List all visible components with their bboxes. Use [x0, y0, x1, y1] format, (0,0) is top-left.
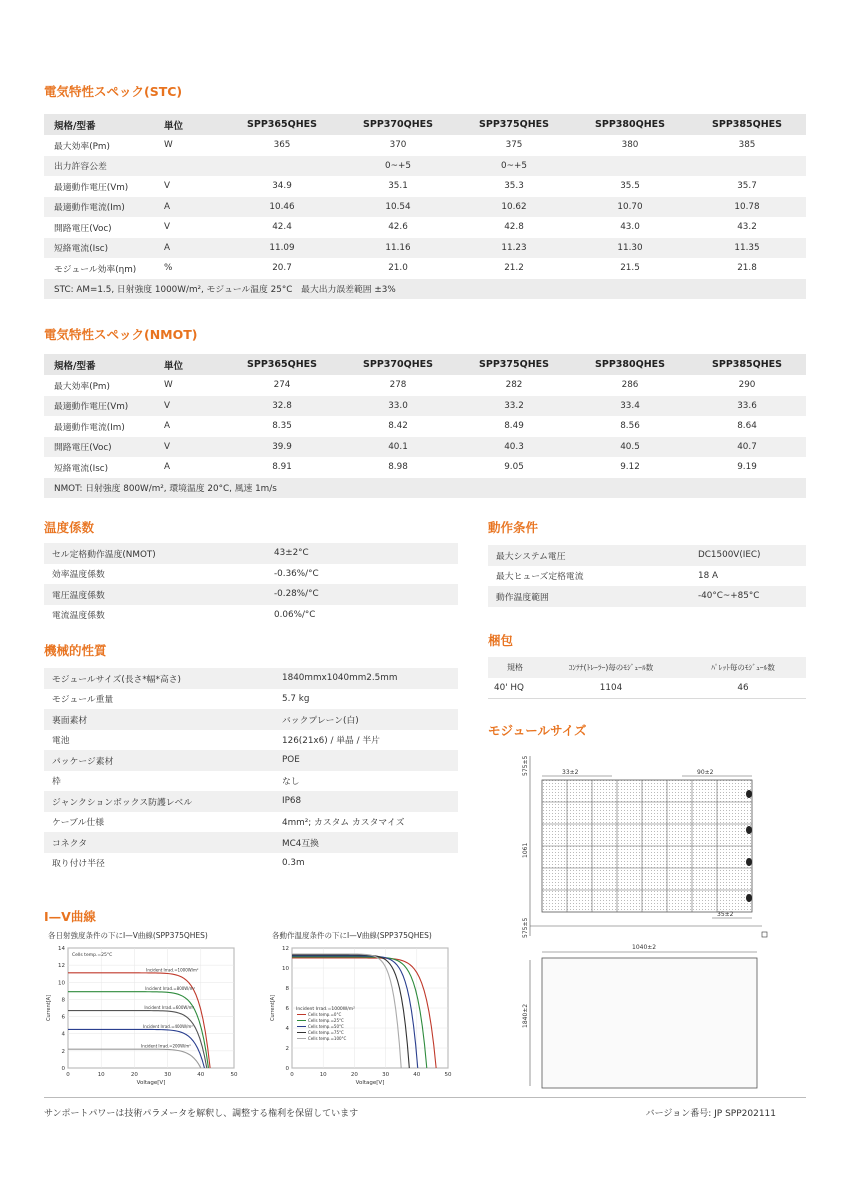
table-cell: 1840mmx1040mm2.5mm	[282, 668, 458, 689]
temp-section-title: 温度係数	[44, 520, 95, 535]
legend-entry: Cells temp.=25°C	[308, 1018, 344, 1023]
table-row	[44, 135, 806, 156]
table-cell: 40.5	[572, 437, 688, 458]
table-cell: W	[164, 140, 173, 151]
table-cell: 規格	[488, 657, 542, 678]
table-row	[44, 812, 458, 833]
table-cell: 21.2	[504, 263, 524, 274]
table-cell: 375	[505, 140, 523, 151]
table-cell: 電流温度係数	[52, 611, 105, 622]
series-label: Incident Irrad.=800W/m²	[145, 986, 196, 992]
table-row	[44, 543, 458, 564]
y-tick-label: 8	[285, 986, 289, 992]
table-cell: 11.23	[456, 238, 572, 259]
table-cell: 365	[273, 140, 291, 151]
table-cell: MC4互換	[282, 832, 458, 853]
table-row	[44, 853, 458, 874]
table-cell: 21.8	[737, 263, 757, 274]
table-row	[44, 437, 806, 458]
footer-divider	[44, 1097, 806, 1098]
table-cell: 9.12	[620, 462, 640, 473]
y-axis-label: Current[A]	[270, 994, 276, 1022]
dim-label-left-top: 33±2	[562, 769, 579, 776]
y-tick-label: 4	[285, 1026, 289, 1032]
table-row	[44, 689, 458, 710]
legend-entry: Cells temp.=100°C	[308, 1036, 347, 1041]
table-row	[488, 586, 806, 607]
y-tick-label: 0	[285, 1066, 289, 1072]
table-cell: V	[164, 181, 171, 192]
nmot-note: NMOT: 日射強度 800W/m², 環境温度 20°C, 風速 1m/s	[44, 478, 806, 499]
table-cell: 11.09	[224, 238, 340, 259]
stc-header-cell: SPP385QHES	[688, 114, 806, 135]
stc-table	[44, 114, 806, 299]
y-tick-label: 10	[58, 980, 65, 987]
footer-left-text: サンポートパワーは技術パラメータを解釈し、調整する権利を保留しています	[44, 1109, 359, 1119]
packing-section-title: 梱包	[488, 633, 514, 648]
nmot-header-cell: 規格/型番	[44, 354, 164, 375]
table-cell: 43.2	[737, 222, 757, 233]
table-cell: 10.62	[456, 197, 572, 218]
x-tick-label: 20	[130, 1072, 138, 1078]
x-tick-label: 0	[66, 1072, 70, 1078]
table-cell: ケーブル仕様	[52, 818, 104, 829]
table-cell: 385	[738, 140, 756, 151]
table-cell: 21.5	[620, 263, 640, 274]
table-cell: 11.35	[688, 238, 806, 259]
x-tick-label: 50	[444, 1072, 452, 1078]
table-cell: 40' HQ	[494, 682, 524, 693]
mech-section-title: 機械的性質	[44, 643, 107, 658]
table-cell: なし	[282, 777, 300, 788]
table-cell: 274	[273, 380, 291, 391]
nmot-header-cell: SPP370QHES	[340, 354, 456, 375]
temp-table	[44, 543, 458, 625]
table-cell: 電池	[52, 736, 70, 747]
nmot-header-cell: SPP375QHES	[456, 354, 572, 375]
y-tick-label: 12	[58, 963, 65, 970]
x-tick-label: 40	[197, 1072, 205, 1078]
operating-section-title: 動作条件	[488, 520, 539, 535]
y-tick-label: 10	[282, 966, 289, 972]
y-tick-label: 2	[61, 1048, 65, 1055]
table-row	[44, 375, 806, 396]
table-cell: 126(21x6) / 単晶 / 半片	[282, 736, 380, 747]
table-cell: 35.7	[737, 181, 757, 192]
table-cell: 35.3	[504, 181, 524, 192]
table-row	[44, 156, 806, 177]
iv-section-title: I—V曲線	[44, 909, 96, 924]
table-cell: 4mm²; カスタム カスタマイズ	[282, 818, 405, 829]
table-cell: 出力許容公差	[44, 156, 164, 177]
table-cell: 18 A	[698, 570, 719, 581]
module-size-diagram	[512, 746, 782, 1096]
y-tick-label: 12	[282, 946, 289, 952]
table-cell: V	[164, 222, 171, 233]
chart-annotation: Cells temp.=25°C	[72, 953, 113, 958]
operating-table	[488, 545, 806, 607]
table-cell: 39.9	[224, 437, 340, 458]
y-tick-label: 2	[285, 1046, 289, 1052]
table-cell: -0.36%/°C	[274, 568, 319, 579]
table-cell: 46	[737, 682, 749, 693]
table-cell: バックプレーン(白)	[282, 709, 458, 730]
stc-note: STC: AM=1.5, 日射強度 1000W/m², モジュール温度 25°C 最大出力誤差範囲 ±3%	[44, 279, 806, 300]
table-cell: 開路電圧(Voc)	[54, 223, 112, 234]
table-cell: 最大ヒューズ定格電流	[496, 572, 584, 583]
table-row	[44, 457, 806, 478]
nmot-header-cell: SPP365QHES	[224, 354, 340, 375]
nmot-header-row	[44, 354, 806, 375]
nmot-header-cell: SPP385QHES	[688, 354, 806, 375]
x-tick-label: 10	[319, 1072, 327, 1078]
y-tick-label: 14	[58, 946, 65, 952]
x-tick-label: 10	[97, 1072, 105, 1078]
table-row	[44, 238, 806, 259]
x-axis-label: Voltage[V]	[136, 1080, 166, 1086]
table-cell: 43±2°C	[274, 543, 458, 564]
table-cell: 最適動作電流(Im)	[54, 422, 125, 433]
table-cell: A	[164, 197, 224, 218]
stc-header-cell: SPP375QHES	[456, 114, 572, 135]
table-cell: -40°C~+85°C	[698, 586, 806, 607]
table-cell: 10.46	[224, 197, 340, 218]
stc-header-cell: 規格/型番	[44, 114, 164, 135]
table-cell: セル定格動作温度(NMOT)	[44, 543, 274, 564]
nmot-header-cell: 単位	[164, 354, 224, 375]
nmot-note-row	[44, 478, 806, 499]
stc-header-row	[44, 114, 806, 135]
table-cell	[688, 156, 806, 177]
y-tick-label: 6	[285, 1006, 289, 1012]
footer-version: バージョン番号: JP SPP202111	[645, 1109, 776, 1119]
x-axis-label: Voltage[V]	[355, 1080, 385, 1086]
table-cell: 枠	[52, 777, 61, 788]
table-cell	[164, 156, 224, 177]
iv-chart1-title: 各日射強度条件の下にI—V曲線(SPP375QHES)	[48, 931, 208, 940]
table-cell: モジュール効率(ηm)	[54, 264, 137, 275]
table-row	[44, 750, 458, 771]
y-axis-label: Current[A]	[46, 994, 52, 1022]
table-row	[44, 605, 458, 626]
table-cell: 9.05	[504, 462, 524, 473]
chart-annotation: Incident Irrad.=1000W/m²	[296, 1007, 355, 1012]
table-cell: 40.7	[688, 437, 806, 458]
stc-header-cell: SPP370QHES	[340, 114, 456, 135]
table-row	[44, 416, 806, 437]
table-row	[44, 668, 458, 689]
table-cell: 282	[505, 380, 523, 391]
table-row	[488, 657, 806, 678]
table-cell: 20.7	[272, 263, 292, 274]
table-cell: ｺﾝﾃﾅ(ﾄﾚｰﾗｰ)毎のﾓｼﾞｭｰﾙ数	[542, 657, 680, 678]
x-tick-label: 0	[290, 1072, 294, 1078]
table-cell: 最適動作電流(Im)	[44, 197, 164, 218]
table-row	[44, 197, 806, 218]
legend-entry: Cells temp.=0°C	[308, 1012, 342, 1017]
table-cell: 8.91	[272, 462, 292, 473]
table-cell: 8.56	[620, 421, 640, 432]
table-cell: 32.8	[224, 396, 340, 417]
dim-label-height2: 1840±2	[522, 1003, 529, 1028]
table-cell: ジャンクションボックス防護レベル	[44, 791, 282, 812]
table-row	[44, 791, 458, 812]
table-cell: 8.49	[504, 421, 524, 432]
stc-header-cell: SPP365QHES	[224, 114, 340, 135]
series-label: Incident Irrad.=600W/m²	[144, 1005, 195, 1011]
table-cell: 効率温度係数	[52, 570, 105, 581]
table-cell: 34.9	[272, 181, 292, 192]
table-cell: 最大効率(Pm)	[54, 141, 110, 152]
table-cell: 0~+5	[456, 156, 572, 177]
table-cell: 11.16	[340, 238, 456, 259]
series-label: Incident Irrad.=400W/m²	[143, 1023, 193, 1029]
table-cell: 42.6	[388, 222, 408, 233]
table-cell: 取り付け半径	[52, 859, 105, 870]
table-row	[488, 545, 806, 566]
table-cell: 9.19	[737, 462, 757, 473]
table-cell: 最大効率(Pm)	[54, 381, 110, 392]
table-row	[44, 396, 806, 417]
mech-table	[44, 668, 458, 873]
table-cell: 8.64	[737, 421, 757, 432]
table-cell: 33.2	[456, 396, 572, 417]
table-cell: 8.98	[388, 462, 408, 473]
table-cell	[572, 156, 688, 177]
table-cell: 33.6	[688, 396, 806, 417]
table-cell: 35.5	[620, 181, 640, 192]
table-cell: A	[164, 462, 171, 473]
table-row	[44, 771, 458, 792]
nmot-header-cell: SPP380QHES	[572, 354, 688, 375]
table-cell: モジュール重量	[52, 695, 114, 706]
table-cell: 286	[621, 380, 639, 391]
x-tick-label: 20	[350, 1072, 358, 1078]
iv-chart2-title: 各動作温度条件の下にI—V曲線(SPP375QHES)	[272, 931, 432, 940]
table-cell: パッケージ素材	[44, 750, 282, 771]
table-row	[488, 678, 806, 699]
table-cell: IP68	[282, 791, 458, 812]
table-cell: -0.28%/°C	[274, 584, 458, 605]
table-cell: POE	[282, 750, 458, 771]
dim-label-right-top: 90±2	[697, 769, 714, 776]
table-cell	[224, 156, 340, 177]
table-cell: 40.3	[456, 437, 572, 458]
legend-entry: Cells temp.=75°C	[308, 1030, 344, 1035]
x-tick-label: 50	[230, 1072, 238, 1078]
stc-header-cell: 単位	[164, 114, 224, 135]
table-cell: コネクタ	[44, 832, 282, 853]
iv-chart-irradiance	[44, 940, 244, 1088]
table-row	[44, 584, 458, 605]
table-cell: 380	[621, 140, 639, 151]
table-cell: 開路電圧(Voc)	[44, 437, 164, 458]
x-tick-label: 40	[413, 1072, 421, 1078]
table-cell: 0~+5	[340, 156, 456, 177]
dim-label-left-v2: 575±5	[522, 917, 529, 938]
table-cell: 短絡電流(Isc)	[44, 238, 164, 259]
stc-note-row	[44, 279, 806, 300]
table-cell: 10.54	[340, 197, 456, 218]
table-cell: 0.06%/°C	[274, 609, 316, 620]
table-cell: 最大システム電圧	[488, 545, 698, 566]
y-tick-label: 8	[61, 997, 65, 1004]
table-cell: 33.0	[340, 396, 456, 417]
table-cell: %	[164, 263, 173, 274]
table-cell: 最適動作電圧(Vm)	[44, 396, 164, 417]
table-cell: ﾊﾟﾚｯﾄ毎のﾓｼﾞｭｰﾙ数	[680, 657, 806, 678]
table-cell: 21.0	[388, 263, 408, 274]
table-cell: 35.1	[388, 181, 408, 192]
table-row	[44, 564, 458, 585]
table-cell: 290	[738, 380, 756, 391]
table-cell: 短絡電流(Isc)	[54, 463, 109, 474]
y-tick-label: 4	[61, 1031, 65, 1038]
table-cell: 43.0	[620, 222, 640, 233]
table-cell: 370	[389, 140, 407, 151]
packing-table	[488, 657, 806, 699]
dim-label-width: 1040±2	[632, 944, 657, 951]
table-cell: 278	[389, 380, 407, 391]
table-cell: 40.1	[340, 437, 456, 458]
x-tick-label: 30	[164, 1072, 172, 1078]
table-cell: 42.4	[272, 222, 292, 233]
table-row	[44, 258, 806, 279]
y-tick-label: 0	[61, 1066, 65, 1072]
stc-section-title: 電気特性スペック(STC)	[44, 84, 183, 99]
table-row	[488, 566, 806, 587]
table-cell: 裏面素材	[44, 709, 282, 730]
table-cell: V	[164, 396, 224, 417]
table-cell: 1104	[599, 682, 623, 693]
series-label: Incident Irrad.=1000W/m²	[146, 967, 199, 973]
table-cell: A	[164, 238, 224, 259]
table-cell: 42.8	[504, 222, 524, 233]
stc-header-cell: SPP380QHES	[572, 114, 688, 135]
dim-label-height: 1061	[522, 842, 529, 858]
table-cell: 10.70	[572, 197, 688, 218]
connector-icon	[762, 932, 767, 937]
table-cell: A	[164, 421, 171, 432]
series-label: Incident Irrad.=200W/m²	[141, 1043, 191, 1049]
table-row	[44, 730, 458, 751]
dim-label-left-v: 575±5	[522, 755, 529, 776]
table-cell: 5.7 kg	[282, 693, 310, 704]
table-row	[44, 709, 458, 730]
table-row	[44, 176, 806, 197]
table-cell: 0.3m	[282, 857, 305, 868]
module-size-section-title: モジュールサイズ	[488, 723, 587, 738]
table-cell: 動作温度範囲	[488, 586, 698, 607]
table-cell: 10.78	[688, 197, 806, 218]
table-cell: 8.42	[388, 421, 408, 432]
y-tick-label: 6	[61, 1014, 65, 1021]
table-row	[44, 217, 806, 238]
iv-chart-temperature	[268, 940, 458, 1088]
table-cell: 11.30	[572, 238, 688, 259]
table-cell: 33.4	[572, 396, 688, 417]
legend-entry: Cells temp.=50°C	[308, 1024, 344, 1029]
table-cell: V	[164, 437, 224, 458]
table-cell: W	[164, 380, 173, 391]
table-row	[44, 832, 458, 853]
table-cell: DC1500V(IEC)	[698, 545, 806, 566]
x-tick-label: 30	[382, 1072, 390, 1078]
table-cell: 8.35	[272, 421, 292, 432]
module-side-panel	[542, 958, 757, 1088]
nmot-table	[44, 354, 806, 498]
table-cell: モジュールサイズ(長さ*幅*高さ)	[44, 668, 282, 689]
table-cell: 最適動作電圧(Vm)	[54, 182, 129, 193]
table-cell: 電圧温度係数	[44, 584, 274, 605]
nmot-section-title: 電気特性スペック(NMOT)	[44, 327, 198, 342]
dim-label-bottom-right: 35±2	[717, 911, 734, 918]
